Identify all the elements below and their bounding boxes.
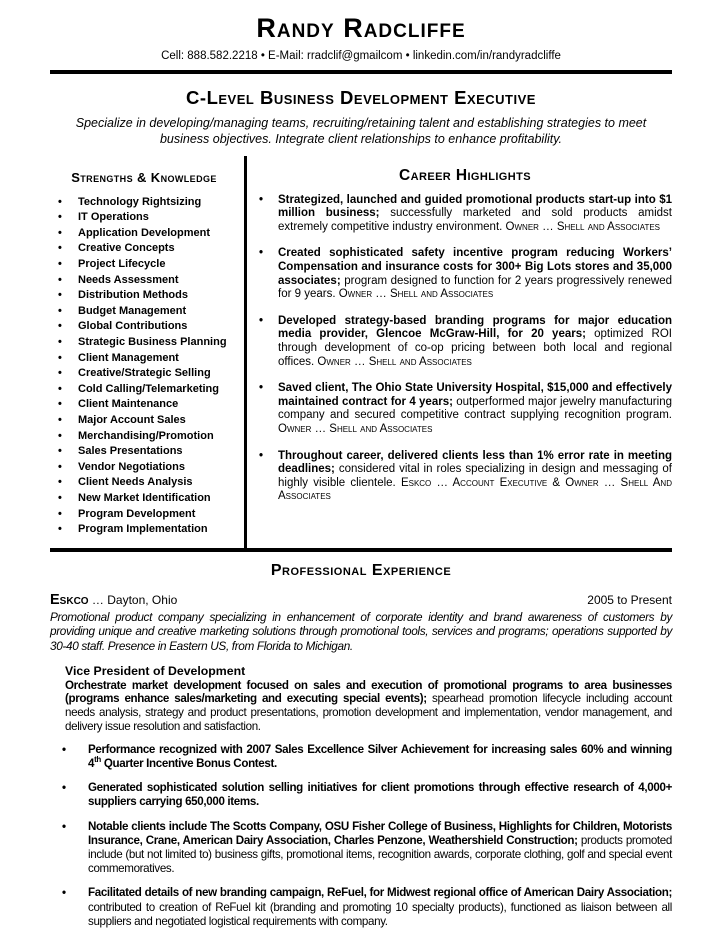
strength-item: • Client Needs Analysis [50, 475, 238, 491]
company-name-group [50, 591, 177, 609]
resume-tagline: Specialize in developing/managing teams, recruiting/retaining talent and establishing strategies to meet business objectives. Integrate client relationships to enhance profitability. [75, 115, 647, 146]
highlight-lead: Throughout career, delivered clients less than 1% error rate in meeting deadlines; [278, 449, 672, 476]
highlight-item [258, 450, 672, 504]
highlights-heading: Career Highlights [399, 166, 531, 184]
experience-bullet [62, 743, 672, 771]
strength-item: • Technology Rightsizing [50, 195, 238, 211]
highlight-body: outperformed major jewelry manufacturing company and secured competitive contract supplying recognition program. [278, 395, 672, 422]
strengths-list [50, 195, 238, 538]
role-summary-lead: Orchestrate market development focused on sales and execution of promotional programs to area businesses (programs enhance sales/marketing and executing special events); [65, 678, 672, 706]
highlight-item [258, 247, 672, 301]
contact-line: Cell: 888.582.2218 • E-Mail: rradclif@gmailcom • linkedin.com/in/randyradcliffe [161, 49, 561, 62]
strengths-column [50, 156, 247, 548]
highlight-body: considered vital in roles specializing in design and messaging of highly visible clientele. [278, 463, 672, 489]
bullet-lead: Notable clients include The Scotts Company, OSU Fisher College of Business, Highlights for Children, Motorists Insurance, Crane, American Dairy Association, Charles Penzone, Weathershield Construction; [88, 819, 672, 847]
two-column-band [50, 156, 672, 552]
strength-item: • Needs Assessment [50, 273, 238, 289]
bullet-body: products promoted include (but not limited to) business gifts, promotional items, recognition awards, corporate clothing, golf and special event commemoratives. [88, 833, 672, 876]
strength-item: • New Market Identification [50, 491, 238, 507]
experience-heading: Professional Experience [270, 561, 452, 579]
highlight-lead: Strategized, launched and guided promotional products start-up into $1 million business; [278, 193, 672, 220]
experience-bullet [62, 781, 672, 809]
highlight-body: optimized ROI through development of co-op pricing between both local and regional offices. [278, 328, 672, 368]
strength-item: • Program Development [50, 507, 238, 523]
strength-item: • Distribution Methods [50, 288, 238, 304]
bullet-lead: Facilitated details of new branding campaign, ReFuel, for Midwest regional office of American Dairy Association; [88, 886, 672, 900]
strength-item: • Merchandising/Promotion [50, 429, 238, 445]
strength-item: • Global Contributions [50, 319, 238, 335]
strength-item: • Client Maintenance [50, 397, 238, 413]
strength-item: • Creative Concepts [50, 241, 238, 257]
company-description: Promotional product company specializing in enhancement of corporate identity and brand awareness of customers by providing unique and creative marketing solutions through promotional tools, services and programs; operations supported by 30-40 staff. Presence in Eastern US, from Florida to Michigan. [50, 609, 672, 653]
highlight-source: Owner … Shell and Associates [338, 288, 494, 301]
highlights-list [258, 194, 672, 504]
highlight-item [258, 315, 672, 369]
highlights-column [247, 156, 672, 548]
candidate-name: Randy Radcliffe [256, 13, 466, 43]
strength-item: • Major Account Sales [50, 413, 238, 429]
strength-item: • Program Implementation [50, 522, 238, 538]
resume-headline: C-Level Business Development Executive [186, 86, 536, 108]
bullet-superscript: th [94, 755, 101, 765]
highlight-source: Owner … Shell and Associates [278, 423, 433, 435]
strength-item: • Strategic Business Planning [50, 335, 238, 351]
company-location: … Dayton, Ohio [88, 592, 178, 607]
job-title: Vice President of Development [65, 663, 246, 678]
highlight-lead: Developed strategy-based branding programs for major education media provider, Glencoe McGraw-Hill, for 20 years; [278, 314, 672, 341]
highlight-source: Owner … Shell and Associates [317, 355, 472, 368]
bullet-lead-cont: Quarter Incentive Bonus Contest. [100, 756, 277, 770]
horizontal-rule-top [50, 70, 672, 74]
experience-bullet [62, 886, 672, 929]
strength-item: • Creative/Strategic Selling [50, 366, 238, 382]
strength-item: • Vendor Negotiations [50, 460, 238, 476]
strength-item: • Sales Presentations [50, 444, 238, 460]
strength-item: • Budget Management [50, 304, 238, 320]
highlight-lead: Created sophisticated safety incentive program reducing Workers’ Compensation and insurance costs for 300+ Big Lots stores and 35,000 associates; [278, 247, 672, 287]
strengths-heading: Strengths & Knowledge [71, 169, 217, 185]
experience-bullet [62, 820, 672, 877]
strength-item: • Cold Calling/Telemarketing [50, 382, 238, 398]
role-summary [65, 679, 672, 734]
strength-item: • Application Development [50, 226, 238, 242]
strength-item: • Project Lifecycle [50, 257, 238, 273]
employment-dates: 2005 to Present [587, 592, 672, 607]
highlight-lead: Saved client, The Ohio State University Hospital, $15,000 and effectively maintained contract for 4 years; [278, 382, 672, 408]
strength-item: • Client Management [50, 351, 238, 367]
experience-bullets [50, 743, 672, 929]
highlight-item [258, 382, 672, 436]
role-summary-body: spearhead promotion lifecycle including account needs analysis, strategy and product presentations, promotion development and implementation, vendor management, and delivery issue resolution and satisfaction. [65, 692, 672, 733]
bullet-lead: Generated sophisticated solution selling initiatives for client promotions through effective research of 4,000+ suppliers carrying 650,000 items. [88, 781, 672, 809]
highlight-source: Eskco … Account Executive & Owner … Shell And Associates [278, 476, 672, 503]
company-line [50, 591, 672, 609]
strength-item: • IT Operations [50, 210, 238, 226]
highlight-body: program designed to function for 2 years progressively renewed for 9 years. [278, 274, 672, 301]
highlight-source: Owner … Shell and Associates [505, 220, 661, 233]
highlight-body: successfully marketed and sold products amidst extremely competitive industry environment. [278, 207, 672, 233]
bullet-body: contributed to creation of ReFuel kit (branding and promoting 10 specialty products), functioned as liaison between all suppliers and negotiated logistical requirements with company. [88, 900, 672, 928]
company-name: Eskco [50, 591, 89, 608]
bullet-lead: Performance recognized with 2007 Sales Excellence Silver Achievement for increasing sales 60% and winning 4 [88, 742, 672, 770]
highlight-item [258, 194, 672, 235]
